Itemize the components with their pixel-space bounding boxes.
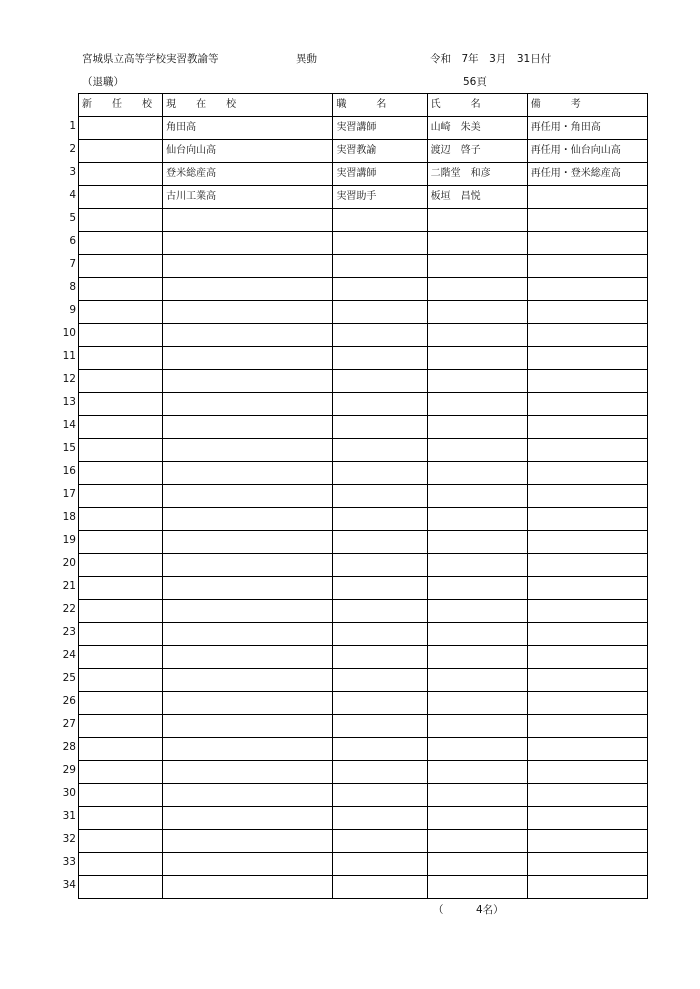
cell-cur	[163, 531, 333, 554]
table-row	[79, 600, 648, 623]
cell-name	[427, 416, 527, 439]
cell-name	[427, 324, 527, 347]
table-row	[79, 807, 648, 830]
cell-note	[527, 209, 647, 232]
cell-pos	[333, 278, 427, 301]
table-row	[79, 784, 648, 807]
cell-new	[79, 876, 163, 899]
cell-note: 再任用・仙台向山高	[527, 140, 647, 163]
cell-note	[527, 347, 647, 370]
row-number: 8	[69, 281, 76, 293]
change-type: 異動	[296, 53, 317, 65]
cell-note	[527, 301, 647, 324]
cell-cur	[163, 715, 333, 738]
cell-name	[427, 255, 527, 278]
cell-note	[527, 761, 647, 784]
cell-name	[427, 531, 527, 554]
table-row	[79, 347, 648, 370]
cell-pos	[333, 715, 427, 738]
row-number: 9	[69, 304, 76, 316]
cell-cur	[163, 830, 333, 853]
cell-note	[527, 715, 647, 738]
cell-cur	[163, 393, 333, 416]
cell-note: 再任用・角田高	[527, 117, 647, 140]
cell-name	[427, 692, 527, 715]
cell-name	[427, 485, 527, 508]
cell-name	[427, 209, 527, 232]
cell-cur	[163, 876, 333, 899]
row-number: 10	[62, 327, 76, 339]
row-number: 20	[62, 557, 76, 569]
cell-name	[427, 370, 527, 393]
table-row	[79, 554, 648, 577]
cell-cur: 登米総産高	[163, 163, 333, 186]
cell-pos	[333, 853, 427, 876]
table-row	[79, 255, 648, 278]
table-row	[79, 462, 648, 485]
cell-name	[427, 830, 527, 853]
table-row	[79, 577, 648, 600]
cell-name	[427, 577, 527, 600]
row-number: 5	[69, 212, 76, 224]
cell-note	[527, 577, 647, 600]
cell-new	[79, 347, 163, 370]
table-row	[79, 186, 648, 209]
table-row	[79, 531, 648, 554]
cell-new	[79, 393, 163, 416]
cell-cur	[163, 554, 333, 577]
cell-new	[79, 646, 163, 669]
cell-name	[427, 347, 527, 370]
cell-pos	[333, 577, 427, 600]
table-row	[79, 439, 648, 462]
cell-name	[427, 508, 527, 531]
table-row	[79, 117, 648, 140]
cell-note	[527, 508, 647, 531]
cell-note	[527, 669, 647, 692]
cell-new	[79, 370, 163, 393]
category-label: （退職）	[82, 76, 124, 88]
cell-cur	[163, 784, 333, 807]
column-header-cur: 現 在 校	[163, 94, 333, 117]
row-number: 6	[69, 235, 76, 247]
cell-new	[79, 301, 163, 324]
cell-new	[79, 623, 163, 646]
cell-cur	[163, 853, 333, 876]
cell-note: 再任用・登米総産高	[527, 163, 647, 186]
table-row	[79, 853, 648, 876]
cell-new	[79, 209, 163, 232]
cell-new	[79, 807, 163, 830]
cell-cur	[163, 738, 333, 761]
cell-new	[79, 416, 163, 439]
cell-cur	[163, 807, 333, 830]
cell-new	[79, 784, 163, 807]
cell-note	[527, 255, 647, 278]
table-row	[79, 761, 648, 784]
row-number: 34	[62, 879, 76, 891]
table-row	[79, 393, 648, 416]
cell-name	[427, 807, 527, 830]
cell-cur	[163, 508, 333, 531]
row-number: 22	[62, 603, 76, 615]
row-number: 2	[69, 143, 76, 155]
cell-new	[79, 692, 163, 715]
cell-name: 二階堂 和彦	[427, 163, 527, 186]
cell-name	[427, 462, 527, 485]
row-number: 17	[62, 488, 76, 500]
row-number: 3	[69, 166, 76, 178]
table-row	[79, 324, 648, 347]
cell-new	[79, 485, 163, 508]
row-number: 25	[62, 672, 76, 684]
cell-cur	[163, 324, 333, 347]
row-number-column	[58, 115, 76, 897]
cell-new	[79, 186, 163, 209]
cell-new	[79, 554, 163, 577]
cell-note	[527, 646, 647, 669]
cell-cur	[163, 439, 333, 462]
cell-cur	[163, 600, 333, 623]
table-row	[79, 830, 648, 853]
row-number: 32	[62, 833, 76, 845]
table-row	[79, 715, 648, 738]
cell-pos	[333, 301, 427, 324]
row-number: 30	[62, 787, 76, 799]
row-number: 21	[62, 580, 76, 592]
cell-cur	[163, 209, 333, 232]
cell-note	[527, 853, 647, 876]
cell-name	[427, 600, 527, 623]
cell-cur	[163, 462, 333, 485]
row-number: 29	[62, 764, 76, 776]
row-number: 16	[62, 465, 76, 477]
table-row	[79, 416, 648, 439]
table-row	[79, 370, 648, 393]
row-number: 19	[62, 534, 76, 546]
row-number: 31	[62, 810, 76, 822]
cell-name	[427, 301, 527, 324]
total-count: 4名）	[476, 904, 504, 916]
cell-new	[79, 232, 163, 255]
cell-cur	[163, 416, 333, 439]
cell-note	[527, 531, 647, 554]
cell-pos	[333, 623, 427, 646]
cell-pos	[333, 830, 427, 853]
cell-cur	[163, 692, 333, 715]
row-number: 33	[62, 856, 76, 868]
cell-cur	[163, 255, 333, 278]
cell-note	[527, 186, 647, 209]
cell-note	[527, 600, 647, 623]
cell-new	[79, 140, 163, 163]
cell-new	[79, 462, 163, 485]
cell-note	[527, 439, 647, 462]
cell-pos	[333, 669, 427, 692]
cell-name	[427, 278, 527, 301]
cell-cur	[163, 232, 333, 255]
table-row	[79, 623, 648, 646]
cell-new	[79, 508, 163, 531]
cell-cur	[163, 370, 333, 393]
cell-note	[527, 738, 647, 761]
row-number: 11	[62, 350, 76, 362]
cell-new	[79, 439, 163, 462]
cell-pos	[333, 784, 427, 807]
cell-pos: 実習講師	[333, 163, 427, 186]
cell-note	[527, 876, 647, 899]
cell-note	[527, 830, 647, 853]
cell-name	[427, 623, 527, 646]
cell-name	[427, 853, 527, 876]
cell-name	[427, 784, 527, 807]
cell-new	[79, 715, 163, 738]
cell-name: 板垣 昌悦	[427, 186, 527, 209]
table-row	[79, 232, 648, 255]
cell-new	[79, 600, 163, 623]
cell-note	[527, 416, 647, 439]
table-row	[79, 508, 648, 531]
row-number: 24	[62, 649, 76, 661]
personnel-table	[78, 93, 648, 899]
cell-note	[527, 485, 647, 508]
table-row	[79, 278, 648, 301]
cell-name: 渡辺 啓子	[427, 140, 527, 163]
cell-new	[79, 278, 163, 301]
cell-pos	[333, 876, 427, 899]
cell-name	[427, 646, 527, 669]
cell-pos	[333, 485, 427, 508]
cell-cur: 角田高	[163, 117, 333, 140]
cell-pos	[333, 761, 427, 784]
row-number: 12	[62, 373, 76, 385]
cell-cur	[163, 347, 333, 370]
table-header-row	[79, 94, 648, 117]
row-number: 13	[62, 396, 76, 408]
cell-name	[427, 554, 527, 577]
cell-note	[527, 232, 647, 255]
cell-note	[527, 370, 647, 393]
cell-name	[427, 715, 527, 738]
cell-note	[527, 784, 647, 807]
cell-new	[79, 117, 163, 140]
cell-pos	[333, 393, 427, 416]
cell-pos	[333, 232, 427, 255]
cell-new	[79, 531, 163, 554]
row-number: 23	[62, 626, 76, 638]
cell-cur: 仙台向山高	[163, 140, 333, 163]
cell-note	[527, 623, 647, 646]
cell-cur	[163, 669, 333, 692]
cell-new	[79, 853, 163, 876]
row-number: 28	[62, 741, 76, 753]
table-row	[79, 163, 648, 186]
row-number: 18	[62, 511, 76, 523]
cell-pos	[333, 531, 427, 554]
cell-pos	[333, 807, 427, 830]
cell-cur	[163, 761, 333, 784]
cell-pos: 実習助手	[333, 186, 427, 209]
cell-name	[427, 232, 527, 255]
column-header-name: 氏 名	[427, 94, 527, 117]
cell-note	[527, 462, 647, 485]
cell-pos	[333, 209, 427, 232]
cell-new	[79, 163, 163, 186]
cell-new	[79, 669, 163, 692]
cell-note	[527, 554, 647, 577]
table-row	[79, 669, 648, 692]
column-header-note: 備 考	[527, 94, 647, 117]
table-row	[79, 738, 648, 761]
row-number: 26	[62, 695, 76, 707]
table-row	[79, 301, 648, 324]
cell-new	[79, 255, 163, 278]
table-row	[79, 876, 648, 899]
cell-name	[427, 761, 527, 784]
cell-note	[527, 393, 647, 416]
total-count-open: （	[433, 904, 444, 916]
column-header-pos: 職 名	[333, 94, 427, 117]
cell-new	[79, 761, 163, 784]
effective-date: 令和 7年 3月 31日付	[430, 53, 552, 65]
cell-cur	[163, 278, 333, 301]
cell-new	[79, 738, 163, 761]
table-row	[79, 140, 648, 163]
cell-pos	[333, 370, 427, 393]
table-row	[79, 209, 648, 232]
cell-note	[527, 278, 647, 301]
cell-name	[427, 393, 527, 416]
cell-pos: 実習教諭	[333, 140, 427, 163]
cell-cur	[163, 485, 333, 508]
row-number: 15	[62, 442, 76, 454]
cell-name	[427, 876, 527, 899]
cell-pos	[333, 646, 427, 669]
cell-note	[527, 807, 647, 830]
cell-name: 山崎 朱美	[427, 117, 527, 140]
document-title: 宮城県立高等学校実習教諭等	[82, 53, 219, 65]
cell-pos	[333, 554, 427, 577]
cell-pos	[333, 347, 427, 370]
cell-pos: 実習講師	[333, 117, 427, 140]
row-number: 27	[62, 718, 76, 730]
cell-pos	[333, 255, 427, 278]
cell-cur	[163, 646, 333, 669]
cell-pos	[333, 462, 427, 485]
cell-cur	[163, 577, 333, 600]
cell-pos	[333, 416, 427, 439]
cell-pos	[333, 324, 427, 347]
cell-new	[79, 324, 163, 347]
cell-pos	[333, 508, 427, 531]
row-number: 14	[62, 419, 76, 431]
cell-cur	[163, 623, 333, 646]
cell-note	[527, 692, 647, 715]
cell-pos	[333, 692, 427, 715]
table-row	[79, 485, 648, 508]
column-header-new: 新 任 校	[79, 94, 163, 117]
row-number: 7	[69, 258, 76, 270]
page-number: 56頁	[463, 76, 487, 88]
cell-cur	[163, 301, 333, 324]
cell-pos	[333, 738, 427, 761]
row-number: 1	[69, 120, 76, 132]
cell-name	[427, 669, 527, 692]
row-number: 4	[69, 189, 76, 201]
cell-new	[79, 830, 163, 853]
cell-note	[527, 324, 647, 347]
cell-name	[427, 439, 527, 462]
table-row	[79, 646, 648, 669]
cell-new	[79, 577, 163, 600]
cell-cur: 古川工業高	[163, 186, 333, 209]
table-row	[79, 692, 648, 715]
cell-pos	[333, 600, 427, 623]
cell-pos	[333, 439, 427, 462]
cell-name	[427, 738, 527, 761]
